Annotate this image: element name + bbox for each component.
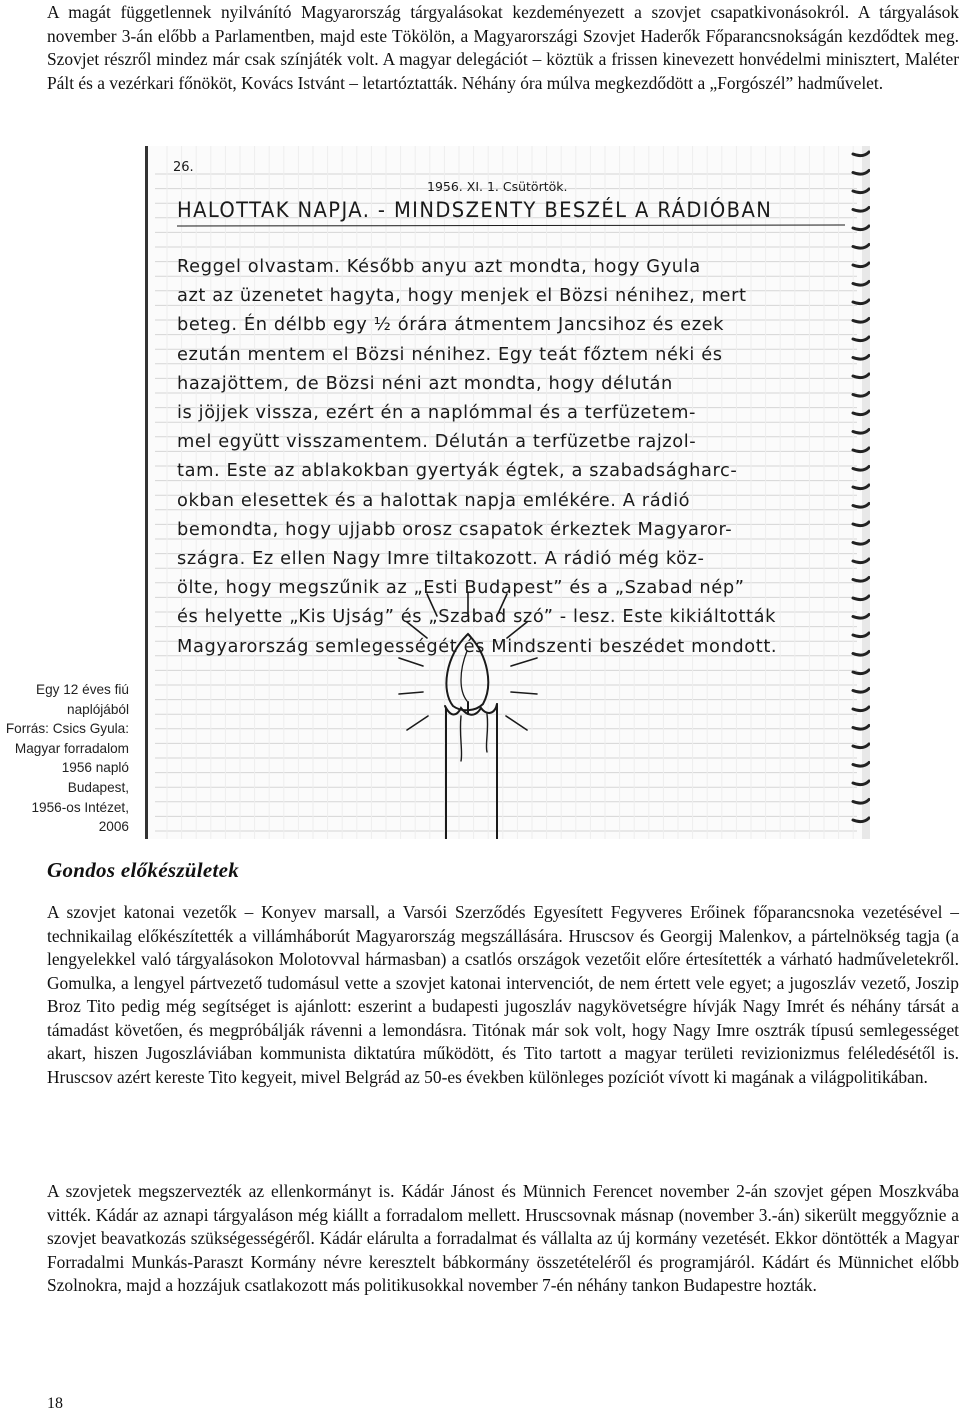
diary-date: 1956. XI. 1. Csütörtök. [427, 179, 568, 194]
spiral-ring [853, 781, 869, 785]
diary-line: szágra. Ez ellen Nagy Imre tiltakozott. A rádió még köz- [177, 548, 705, 569]
spiral-ring [853, 559, 869, 563]
spiral-ring [853, 189, 869, 193]
spiral-ring [853, 726, 869, 730]
spiral-ring [853, 152, 869, 156]
spiral-ring [853, 356, 869, 360]
spiral-ring [853, 319, 869, 323]
diary-line: Magyarország semlegességét és Mindszenti beszédet mondott. [177, 635, 778, 657]
spiral-ring [853, 430, 869, 434]
spiral-ring [853, 171, 869, 175]
light-ray [511, 692, 537, 694]
spiral-ring [853, 300, 869, 304]
light-ray [399, 692, 423, 694]
spiral-ring [853, 337, 869, 341]
diary-line: hazajöttem, de Bözsi néni azt mondta, hogy délután [177, 372, 673, 394]
spiral-ring [853, 208, 869, 212]
spiral-ring [853, 596, 869, 600]
diary-line: ölte, hogy megszűnik az „Esti Budapest” és a „Szabad nép” [177, 577, 745, 599]
diary-page-figure [145, 146, 870, 839]
diary-line: beteg. Én délbb egy ½ órára átmentem Jancsihoz és ezek [177, 314, 725, 336]
caption-line: Magyar forradalom [14, 740, 129, 756]
section-paragraph: A szovjetek megszervezték az ellenkormányt is. Kádár Jánost és Münnich Ferencet november 2-án szovjet gépen Moszkvába vitték. Kádár az aznapi tárgyaláson még kiállt a forradalom mellett. Hruscsovnak másnap (november 3.-án) sikerült meggyőznie a szovjet beavatkozás szükségességéről. Kádár elárulta a forradalmat és vállalta az új kormány vezetését. Ekkor döntötték a Magyar Forradalmi Munkás-Paraszt Kormány névre keresztelt bábkormány összetételéről és programjáról. Kádárt és Münnichet előbb Szolnokra, majd a hozzájuk csatlakozott más politikusokkal november 7-én néhány tankon Budapestre hozták. [47, 1181, 959, 1295]
intro-paragraph: A magát függetlennek nyilvánító Magyarország tárgyalásokat kezdeményezett a szovjet csapatkivonásokról. A tárgyalások november 3-án előbb a Parlamentben, majd este Tökölön, a Magyarországi Szovjet Haderők Főparancsnokságán kezdődtek meg. Szovjet részről mindez már csak színjáték volt. A magyar delegációt – köztük a frissen kinevezett honvédelmi minisztert, Maléter Pált és a vezérkari főnököt, Kovács Istvánt – letartóztatták. Néhány óra múlva megkezdődött a „Forgószél” hadművelet. [47, 2, 959, 93]
heading-underline [177, 225, 845, 226]
spiral-ring [853, 263, 869, 267]
candle-flame-inner [461, 651, 467, 701]
paper-left-edge [145, 146, 148, 839]
diary-line: is jöjjek vissza, ezért én a naplómmal és a terfüzetem- [177, 402, 697, 423]
caption-line: Budapest, [67, 779, 129, 795]
diary-page-number: 26. [173, 160, 194, 175]
diary-heading: HALOTTAK NAPJA. - MINDSZENTY BESZÉL A RÁDIÓBAN [177, 198, 773, 222]
spiral-ring [853, 411, 869, 415]
diary-line: okban elesettek és a halottak napja emlékére. A rádió [177, 489, 691, 511]
spiral-ring [853, 467, 869, 471]
caption-line: 2006 [98, 819, 129, 835]
spiral-ring [853, 633, 869, 637]
spiral-ring [853, 226, 869, 230]
spiral-ring [853, 504, 869, 508]
spiral-ring [853, 818, 869, 822]
spiral-ring [853, 689, 869, 693]
caption-line: naplójából [67, 701, 129, 717]
spiral-ring [853, 578, 869, 582]
diary-line: Reggel olvastam. Később anyu azt mondta, hogy Gyula [177, 256, 701, 277]
spiral-ring [853, 541, 869, 545]
light-ray [407, 716, 428, 730]
spiral-ring [853, 522, 869, 526]
spiral-ring [853, 707, 869, 711]
diary-line: azt az üzenetet hagyta, hogy menjek el Bözsi nénihez, mert [177, 285, 747, 307]
spiral-ring [853, 485, 869, 489]
section-paragraph: A szovjet katonai vezetők – Konyev marsall, a Varsói Szerződés Egyesített Fegyveres Erőinek főparancsnoka vezetésével – technikailag előkészítették a villámháborút Magyarország megszállására. Hruscsov és Georgij Malenkov, a pártelnökség tagja (a lengyelekkel való tárgyalásokon Molotovval hármasban) a csatlós országok vezetőit előre értesítették a várható hadműveletekről. Gomulka, a lengyel pártvezető tudomásul vette a szovjet katonai intervenciót, de nem értett vele egyet; a jugoszláv vezető, Joszip Broz Tito pedig még segítséget is ajánlott: eszerint a budapesti jugoszláv nagykövetségre hívják Nagy Imrét és néhány társát a támadást követően, és megpróbálják rávenni a lemondásra. Titónak már sok volt, hogy Nagy Imre osztrák típusú semlegességet akart, hiszen Jugoszláviában kommunista diktatúra működött, és Tito tartott a magyar területi revizionizmus feléledésétől is. Hruscsov azért kereste Tito kegyeit, mivel Belgrád az 50-es években különleges pozíciót vívott ki magának a világpolitikában. [47, 902, 959, 1087]
spiral-ring [853, 744, 869, 748]
light-ray [511, 658, 537, 666]
spiral-ring [853, 374, 869, 378]
light-ray [506, 716, 527, 730]
section-heading: Gondos előkészületek [47, 858, 240, 882]
spiral-ring [853, 615, 869, 619]
spiral-ring [853, 448, 869, 452]
diary-line: ezután mentem el Bözsi nénihez. Egy teát főztem néki és [177, 343, 723, 365]
binding-strip [862, 146, 870, 839]
spiral-ring [853, 245, 869, 249]
spiral-ring [853, 800, 869, 804]
figure-caption [0, 680, 129, 837]
diary-line: mel együtt visszamentem. Délután a terfüzetbe rajzol- [177, 431, 697, 453]
caption-line: 1956-os Intézet, [31, 799, 129, 815]
caption-line: Forrás: Csics Gyula: [5, 721, 129, 737]
spiral-ring [853, 282, 869, 286]
candle-drip [486, 714, 487, 752]
diary-line: tam. Este az ablakokban gyertyák égtek, a szabadságharc- [177, 460, 738, 482]
caption-line: 1956 napló [61, 760, 129, 776]
spiral-ring [853, 763, 869, 767]
page-number: 18 [47, 1395, 63, 1412]
diary-line: bemondta, hogy ujjabb orosz csapatok érkeztek Magyaror- [177, 518, 733, 540]
diary-line: és helyette „Kis Ujság” és „Szabad szó” - lesz. Este kikiáltották [177, 606, 776, 628]
caption-line: Egy 12 éves fiú [36, 682, 129, 697]
candle-drip [460, 716, 461, 761]
spiral-ring [853, 652, 869, 656]
light-ray [399, 658, 423, 666]
